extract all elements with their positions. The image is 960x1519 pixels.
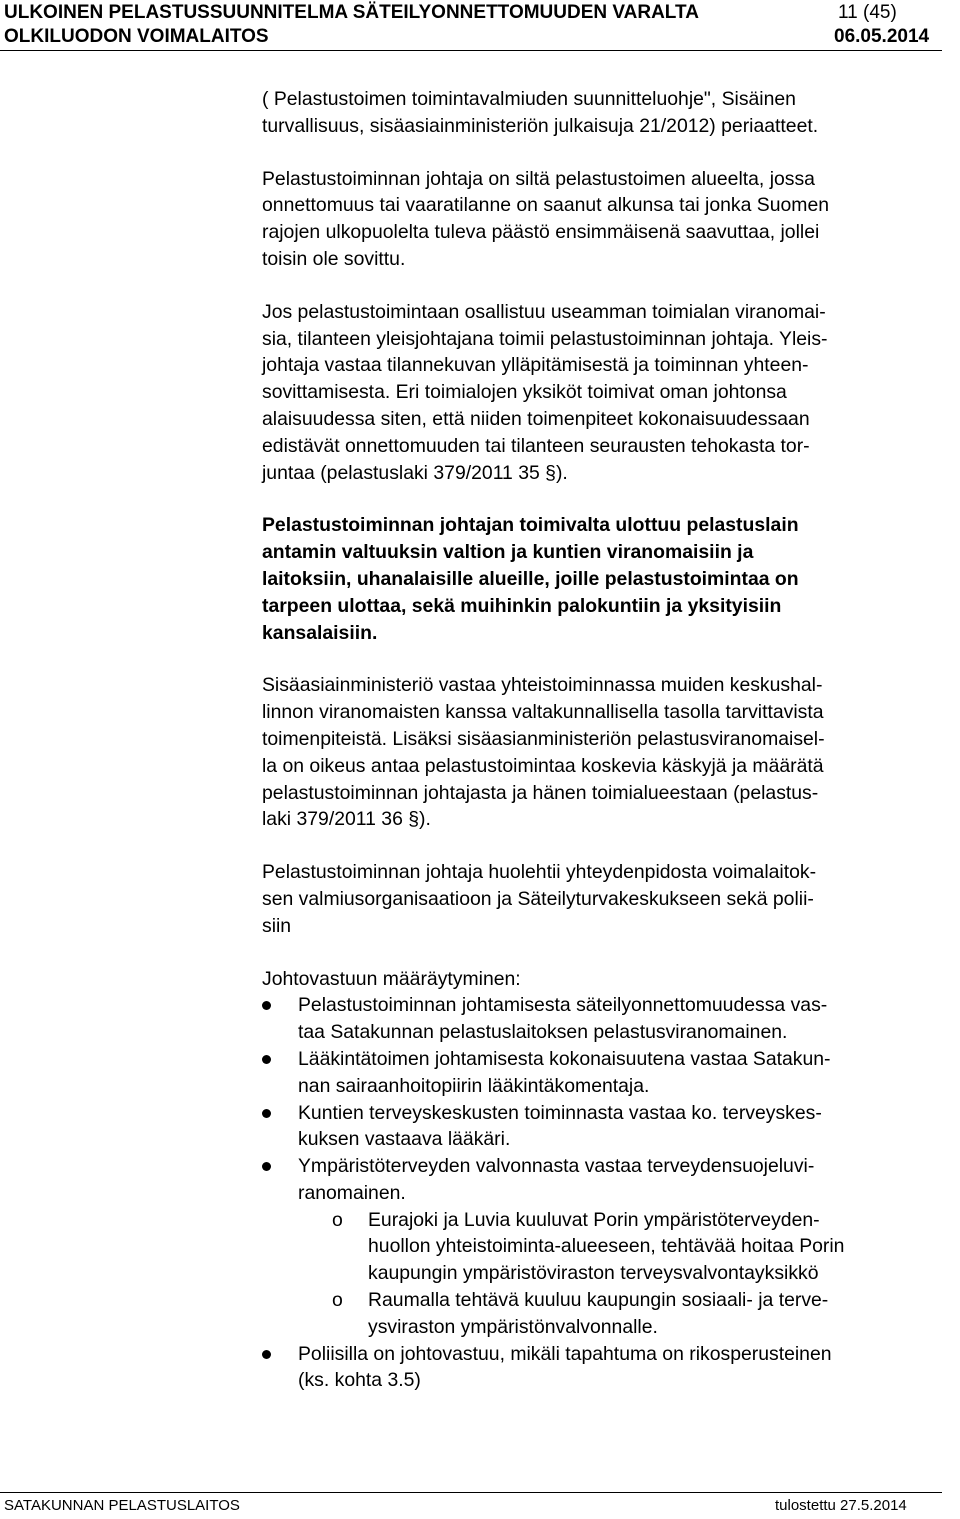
header-divider — [0, 50, 942, 51]
responsibility-list — [262, 992, 942, 1206]
paragraph-general-lead — [262, 299, 942, 487]
text-line: Kuntien terveyskeskusten toiminnasta vastaa ko. terveyskes- — [298, 1101, 822, 1124]
text-line: la on oikeus antaa pelastustoimintaa koskevia käskyjä ja määrätä — [262, 754, 824, 777]
text-line: toimenpiteistä. Lisäksi sisäasianministeriön pelastusviranomaisel- — [262, 727, 825, 750]
text-line: siin — [262, 914, 292, 937]
text-line: Poliisilla on johtovastuu, mikäli tapahtuma on rikosperusteinen — [298, 1342, 832, 1365]
sub-list-item — [332, 1207, 942, 1287]
text-line: toisin ole sovittu. — [262, 247, 406, 270]
text-line: kansalaisiin. — [262, 621, 378, 644]
text-line: antamin valtuuksin valtion ja kuntien viranomaisiin ja — [262, 541, 754, 564]
sub-list-item — [332, 1287, 942, 1341]
text-line: Jos pelastustoimintaan osallistuu useamman toimialan viranomai- — [262, 300, 826, 323]
list-item — [262, 1046, 942, 1100]
bullet-icon — [262, 1001, 271, 1010]
bullet-icon — [262, 1055, 271, 1064]
text-line: Raumalla tehtävä kuuluu kaupungin sosiaali- ja terve- — [368, 1289, 829, 1312]
text-line: onnettomuus tai vaaratilanne on saanut alkunsa tai jonka Suomen — [262, 194, 830, 217]
text-line: tarpeen ulottaa, sekä muihinkin palokuntiin ja yksityisiin — [262, 594, 782, 617]
footer-divider — [0, 1492, 942, 1493]
text-line: laki 379/2011 36 §). — [262, 808, 431, 831]
text-line: Pelastustoiminnan johtaja on siltä pelastustoimen alueelta, jossa — [262, 167, 815, 190]
text-line: Johtovastuun määräytyminen: — [262, 967, 521, 990]
list-item — [262, 1341, 942, 1395]
text-line: ( Pelastustoimen toimintavalmiuden suunnitteluohje", Sisäinen — [262, 88, 796, 110]
text-line: Ympäristöterveyden valvonnasta vastaa terveydensuojeluvi- — [298, 1155, 815, 1178]
text-line: rajojen ulkopuolelta tuleva päästö ensimmäisenä saavuttaa, jollei — [262, 221, 820, 244]
paragraph-ministry — [262, 672, 942, 833]
text-line: johtaja vastaa tilannekuvan ylläpitämisestä ja toiminnan yhteen- — [262, 354, 809, 377]
circle-bullet-icon: o — [332, 1289, 343, 1312]
header-subtitle: OLKILUODON VOIMALAITOS — [4, 26, 269, 47]
document-body — [262, 86, 942, 1394]
text-line: juntaa (pelastuslaki 379/2011 35 §). — [262, 461, 568, 484]
paragraph-authority-bold — [262, 512, 942, 646]
sub-list — [262, 1207, 942, 1341]
text-line: ranomainen. — [298, 1181, 406, 1204]
text-line: edistävät onnettomuuden tai tilanteen seurausten tehokasta tor- — [262, 434, 810, 457]
circle-bullet-icon: o — [332, 1208, 343, 1231]
text-line: kaupungin ympäristöviraston terveysvalvontayksikkö — [368, 1262, 819, 1285]
page-footer — [0, 1492, 960, 1519]
list-item — [262, 992, 942, 1046]
responsibility-list-continued — [262, 1341, 942, 1395]
bullet-icon — [262, 1109, 271, 1118]
footer-print-date: tulostettu 27.5.2014 — [775, 1497, 907, 1514]
paragraph-leader — [262, 166, 942, 273]
bullet-icon — [262, 1350, 271, 1359]
text-line: laitoksiin, uhanalaisille alueille, joille pelastustoimintaa on — [262, 567, 799, 590]
text-line: kuksen vastaava lääkäri. — [298, 1128, 511, 1151]
list-item — [262, 1153, 942, 1207]
page-number: 11 (45) — [838, 2, 897, 23]
text-line: pelastustoiminnan johtajasta ja hänen toimialueestaan (pelastus- — [262, 781, 819, 804]
header-title: ULKOINEN PELASTUSSUUNNITELMA SÄTEILYONNETTOMUUDEN VARALTA — [4, 2, 699, 23]
text-line: nan sairaanhoitopiirin lääkintäkomentaja. — [298, 1074, 650, 1097]
bullet-icon — [262, 1162, 271, 1171]
text-line: Pelastustoiminnan johtaja huolehtii yhteydenpidosta voimalaitok- — [262, 861, 817, 884]
list-item — [262, 1100, 942, 1154]
text-line: Lääkintätoimen johtamisesta kokonaisuutena vastaa Satakun- — [298, 1047, 831, 1070]
text-line: linnon viranomaisten kanssa valtakunnallisella tasolla tarvittavista — [262, 701, 824, 724]
list-heading — [262, 966, 942, 993]
text-line: Pelastustoiminnan johtajan toimivalta ulottuu pelastuslain — [262, 514, 799, 537]
text-line: sovittamisesta. Eri toimialojen yksiköt toimivat oman johtonsa — [262, 381, 787, 404]
paragraph-contacts — [262, 859, 942, 939]
text-line: sen valmiusorganisaatioon ja Säteilyturvakeskukseen sekä polii- — [262, 887, 814, 910]
header-date: 06.05.2014 — [834, 26, 930, 47]
text-line: (ks. kohta 3.5) — [298, 1369, 421, 1392]
text-line: turvallisuus, sisäasiainministeriön julkaisuja 21/2012) periaatteet. — [262, 114, 819, 137]
text-line: Eurajoki ja Luvia kuuluvat Porin ympäristöterveyden- — [368, 1208, 820, 1231]
text-line: ysviraston ympäristönvalvonnalle. — [368, 1315, 658, 1338]
text-line: alaisuudessa siten, että niiden toimenpiteet kokonaisuudessaan — [262, 407, 810, 430]
footer-organization: SATAKUNNAN PELASTUSLAITOS — [4, 1497, 240, 1514]
text-line: Pelastustoiminnan johtamisesta säteilyonnettomuudessa vas- — [298, 994, 828, 1017]
text-line: sia, tilanteen yleisjohtajana toimii pelastustoiminnan johtaja. Yleis- — [262, 327, 828, 350]
text-line: taa Satakunnan pelastuslaitoksen pelastusviranomainen. — [298, 1021, 788, 1044]
text-line: huollon yhteistoiminta-alueeseen, tehtävää hoitaa Porin — [368, 1235, 845, 1258]
page-header — [0, 0, 960, 52]
text-line: Sisäasiainministeriö vastaa yhteistoiminnassa muiden keskushal- — [262, 674, 823, 697]
paragraph-reference — [262, 86, 942, 140]
